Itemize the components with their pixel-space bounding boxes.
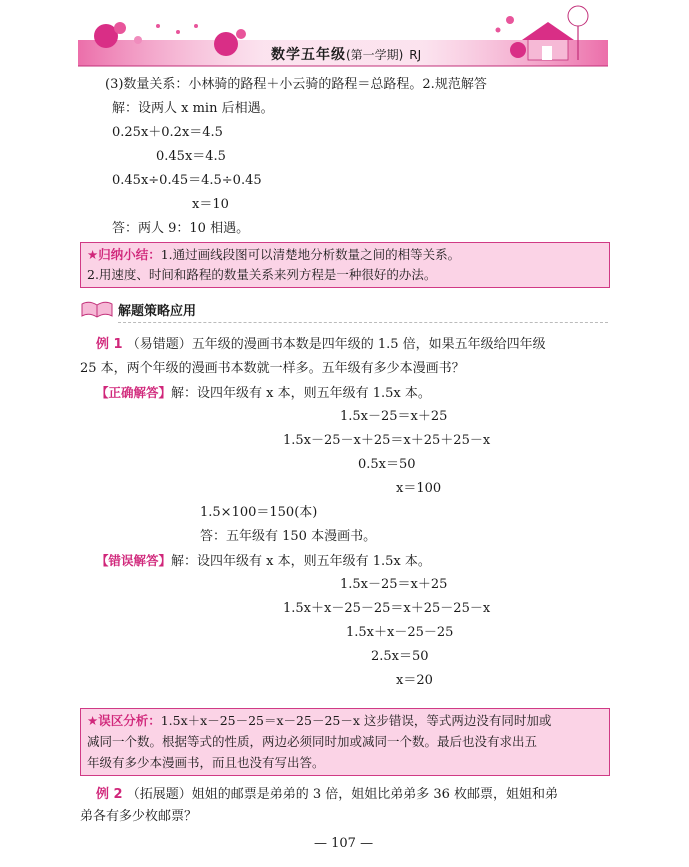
- correct-solution-label: 【正确解答】: [96, 385, 172, 400]
- correct-equation-3: 0.5x＝50: [358, 457, 416, 472]
- error-analysis-box: [80, 708, 610, 776]
- correct-equation-1: 1.5x－25＝x＋25: [340, 409, 448, 424]
- wrong-equation-5: x＝20: [396, 673, 433, 688]
- book-title: 数学五年级: [271, 47, 346, 63]
- summary-label: ★归纳小结：: [87, 247, 161, 262]
- wrong-equation-4: 2.5x＝50: [371, 649, 429, 664]
- example-1-line-1: [96, 336, 546, 354]
- example-2-number: 例 2: [96, 787, 123, 802]
- wrong-equation-2: 1.5x＋x－25－25＝x＋25－25－x: [283, 601, 491, 616]
- equation-step-3: 0.45x÷0.45＝4.5÷0.45: [112, 173, 262, 188]
- example-1-line-2: 25 本，两个年级的漫画书本数就一样多。五年级有多少本漫画书？: [80, 361, 465, 376]
- summary-box: [80, 242, 610, 288]
- example-2-line-2: 弟各有多少枚邮票？: [80, 809, 198, 824]
- semester-label: (第一学期): [346, 48, 404, 62]
- edition-label: RJ: [409, 48, 422, 62]
- error-analysis-line-2: 减同一个数。根据等式的性质，两边必须同时加或减同一个数。最后也没有求出五: [87, 734, 538, 749]
- equation-step-1: 0.25x＋0.2x＝4.5: [112, 125, 223, 140]
- error-analysis-line-1: 1.5x＋x－25－25＝x－25－25－x 这步错误，等式两边没有同时加或: [160, 713, 552, 728]
- solution-intro: 解：设两人 x min 后相遇。: [112, 101, 274, 116]
- example-2-line-1: [96, 786, 558, 804]
- wrong-equation-3: 1.5x＋x－25－25: [346, 625, 454, 640]
- correct-calculation: 1.5×100＝150(本): [200, 505, 318, 520]
- correct-solution-intro: 解：设四年级有 x 本，则五年级有 1.5x 本。: [171, 386, 431, 401]
- correct-answer: 答：五年级有 150 本漫画书。: [200, 529, 377, 544]
- header-title: [271, 44, 421, 64]
- correct-solution-intro-line: [96, 384, 431, 403]
- error-analysis-label: ★误区分析：: [87, 713, 161, 728]
- page-number: — 107 —: [314, 836, 374, 851]
- wrong-solution-label: 【错误解答】: [96, 553, 172, 568]
- example-1-text-1: （易错题）五年级的漫画书本数是四年级的 1.5 倍，如果五年级给四年级: [126, 337, 546, 352]
- quantity-relation-line: (3)数量关系：小林骑的路程＋小云骑的路程＝总路程。2.规范解答: [105, 77, 487, 92]
- equation-step-4: x＝10: [192, 197, 229, 212]
- open-book-icon: [80, 298, 114, 320]
- wrong-equation-1: 1.5x－25＝x＋25: [340, 577, 448, 592]
- summary-line-1: 1.通过画线段图可以清楚地分析数量之间的相等关系。: [160, 247, 461, 262]
- wrong-solution-intro: 解：设四年级有 x 本，则五年级有 1.5x 本。: [171, 554, 431, 569]
- summary-line-2: 2.用速度、时间和路程的数量关系来列方程是一种很好的办法。: [87, 267, 437, 282]
- section-divider: [118, 322, 608, 323]
- section-title: 解题策略应用: [118, 304, 197, 319]
- answer-line: 答：两人 9：10 相遇。: [112, 221, 250, 236]
- example-2-text-1: （拓展题）姐姐的邮票是弟弟的 3 倍，姐姐比弟弟多 36 枚邮票，姐姐和弟: [126, 787, 559, 802]
- example-1-number: 例 1: [96, 337, 123, 352]
- error-analysis-line-3: 年级有多少本漫画书，而且也没有写出答。: [87, 755, 325, 770]
- correct-equation-2: 1.5x－25－x＋25＝x＋25＋25－x: [283, 433, 491, 448]
- correct-equation-4: x＝100: [396, 481, 442, 496]
- equation-step-2: 0.45x＝4.5: [156, 149, 226, 164]
- wrong-solution-intro-line: [96, 552, 431, 571]
